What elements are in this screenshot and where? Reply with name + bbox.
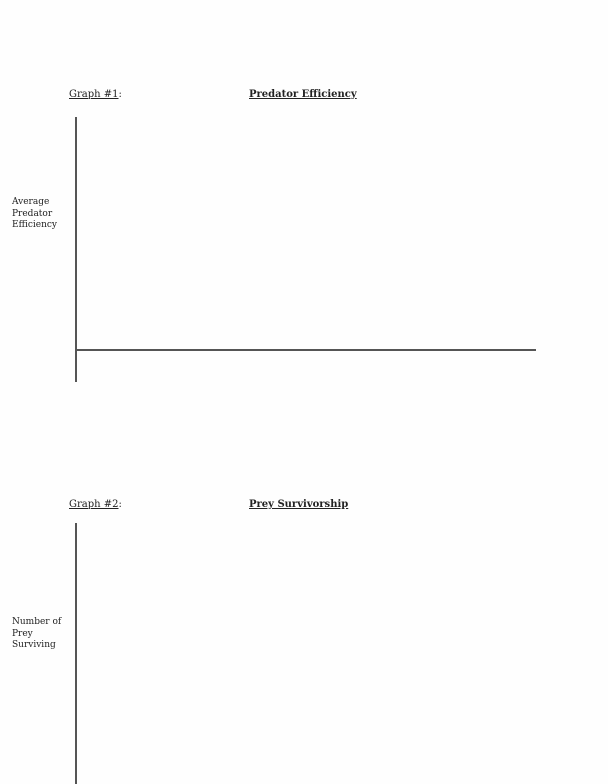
- graph-1-y-axis-label-line: Predator: [12, 208, 53, 219]
- graph-2-label-text: Graph #2: [69, 499, 119, 510]
- graph-2-label-colon: :: [118, 499, 122, 510]
- graph-2-y-axis-label-line: Prey: [12, 628, 33, 639]
- graph-2-y-axis-label-line: Surviving: [12, 640, 56, 650]
- graph-1-title: Predator Efficiency: [249, 89, 357, 100]
- graph-2-label: [69, 499, 122, 510]
- graph-1-label-colon: :: [118, 89, 122, 100]
- graph-1-label: [69, 89, 122, 100]
- graph-2-y-axis-line: [75, 523, 77, 784]
- graph-2-y-axis-label-line: Number of: [12, 617, 62, 627]
- graph-1-y-axis-label-line: Efficiency: [12, 220, 58, 230]
- graph-1-y-axis-label: [12, 197, 72, 232]
- graph-1-y-axis-label-line: Average: [12, 197, 50, 207]
- graph-2-y-axis-label: [12, 617, 72, 652]
- graph-1-label-text: Graph #1: [69, 89, 119, 100]
- graph-1-x-axis-line: [75, 349, 536, 351]
- graph-2-title: Prey Survivorship: [249, 499, 349, 510]
- graph-1-y-axis-line: [75, 117, 77, 382]
